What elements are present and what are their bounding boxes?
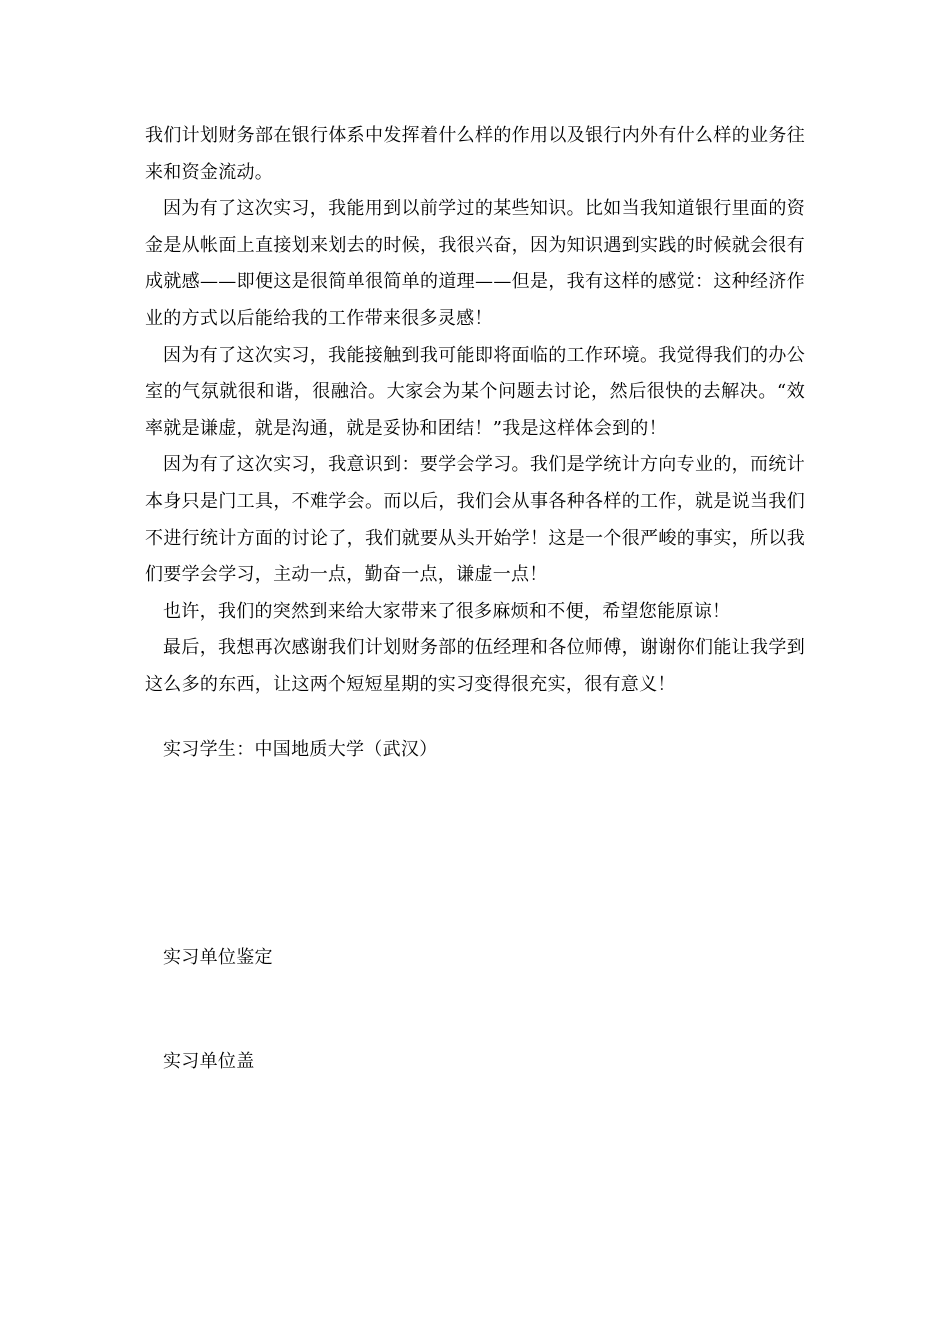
paragraph-learning: 因为有了这次实习，我意识到：要学会学习。我们是学统计方向专业的，而统计本身只是门工具，不难学会。而以后，我们会从事各种各样的工作，就是说当我们不进行统计方面的讨论了，我们就要从头开始学！这是一个很严峻的事实，所以我们要学会学习，主动一点，勤奋一点，谦虚一点！ bbox=[145, 454, 805, 586]
student-signature-line: 实习学生：中国地质大学（武汉） bbox=[163, 739, 438, 760]
paragraph-role-intro: 我们计划财务部在银行体系中发挥着什么样的作用以及银行内外有什么样的业务往来和资金流动。 bbox=[145, 125, 805, 183]
paragraph-apology: 也许，我们的突然到来给大家带来了很多麻烦和不便，希望您能原谅！ bbox=[163, 600, 731, 622]
paragraph-environment: 因为有了这次实习，我能接触到我可能即将面临的工作环境。我觉得我们的办公室的气氛就很和谐，很融洽。大家会为某个问题去讨论，然后很快的去解决。“效率就是谦虚，就是沟通，就是妥协和团结！”我是这样体会到的！ bbox=[145, 344, 805, 439]
letter-body bbox=[145, 118, 805, 704]
paragraph-thanks: 最后，我想再次感谢我们计划财务部的伍经理和各位师傅，谢谢你们能让我学到这么多的东西，让这两个短短星期的实习变得很充实，很有意义！ bbox=[145, 637, 805, 695]
paragraph-knowledge: 因为有了这次实习，我能用到以前学过的某些知识。比如当我知道银行里面的资金是从帐面上直接划来划去的时候，我很兴奋，因为知识遇到实践的时候就会很有成就感——即便这是很简单很简单的道理——但是，我有这样的感觉：这种经济作业的方式以后能给我的工作带来很多灵感！ bbox=[145, 198, 805, 329]
unit-seal-label: 实习单位盖 bbox=[163, 1051, 255, 1072]
unit-appraisal-label: 实习单位鉴定 bbox=[163, 947, 273, 968]
